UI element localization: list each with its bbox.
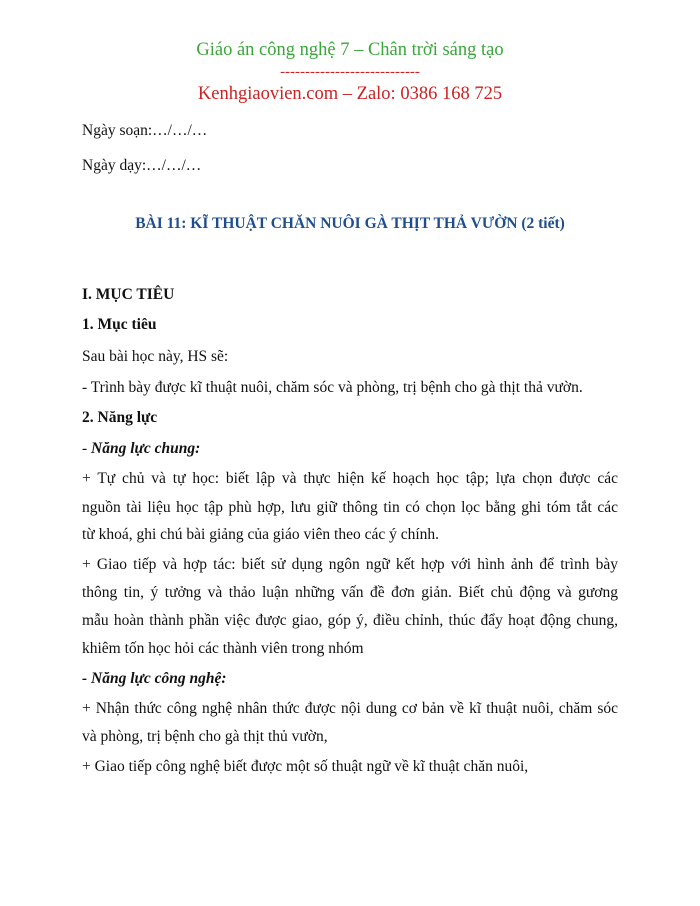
competency-heading: 2. Năng lực [82, 409, 158, 426]
date-taught: Ngày dạy:…/…/… [82, 157, 202, 174]
self-study-line-1: + Tự chủ và tự học: biết lập và thực hiện kế hoạch học tập; lựa chọn được các [82, 470, 618, 487]
general-prefix: - [82, 440, 92, 457]
self-study-line-2: nguồn tài liệu học tập phù hợp, lưu giữ thông tin có chọn lọc bằng ghi tóm tắt các [82, 499, 618, 516]
tech-awareness-line-1: + Nhận thức công nghệ nhân thức được nội dung cơ bản về kĩ thuật nuôi, chăm sóc [82, 700, 618, 717]
self-study-line-3: từ khoá, ghi chú bài giảng của giáo viên theo các ý chính. [82, 526, 440, 543]
objectives-heading: I. MỤC TIÊU [82, 286, 175, 303]
lesson-title: BÀI 11: KĨ THUẬT CHĂN NUÔI GÀ THỊT THẢ VƯỜN (2 tiết) [135, 215, 565, 232]
tech-awareness-line-2: và phòng, trị bệnh cho gà thịt thủ vườn, [82, 728, 328, 745]
tech-competency-label: - Năng lực công nghệ: [82, 670, 227, 687]
tech-communication-line: + Giao tiếp công nghệ biết được một số thuật ngữ về kĩ thuật chăn nuôi, [82, 758, 529, 775]
communication-line-2: thông tin, ý tưởng và thảo luận những vấn đề đơn giản. Biết chủ động và gương [82, 584, 618, 601]
header-divider: ---------------------------- [280, 64, 420, 80]
date-prepared: Ngày soạn:…/…/… [82, 122, 208, 139]
general-label: Năng lực chung: [91, 440, 201, 457]
communication-line-3: mẫu hoàn thành phần việc được giao, góp ý, điều chỉnh, thúc đẩy hoạt động chung, [82, 612, 618, 629]
header-site-line: Kenhgiaovien.com – Zalo: 0386 168 725 [197, 84, 503, 104]
goal-item: - Trình bày được kĩ thuật nuôi, chăm sóc và phòng, trị bệnh cho gà thịt thả vườn. [82, 379, 583, 396]
general-competency-label [82, 440, 200, 458]
goal-heading: 1. Mục tiêu [82, 316, 157, 333]
goal-intro: Sau bài học này, HS sẽ: [82, 348, 229, 365]
communication-line-1: + Giao tiếp và hợp tác: biết sử dụng ngôn ngữ kết hợp với hình ảnh để trình bày [82, 556, 618, 573]
header-title: Giáo án công nghệ 7 – Chân trời sáng tạo [196, 40, 504, 60]
communication-line-4: khiêm tốn học hỏi các thành viên trong nhóm [82, 640, 364, 657]
